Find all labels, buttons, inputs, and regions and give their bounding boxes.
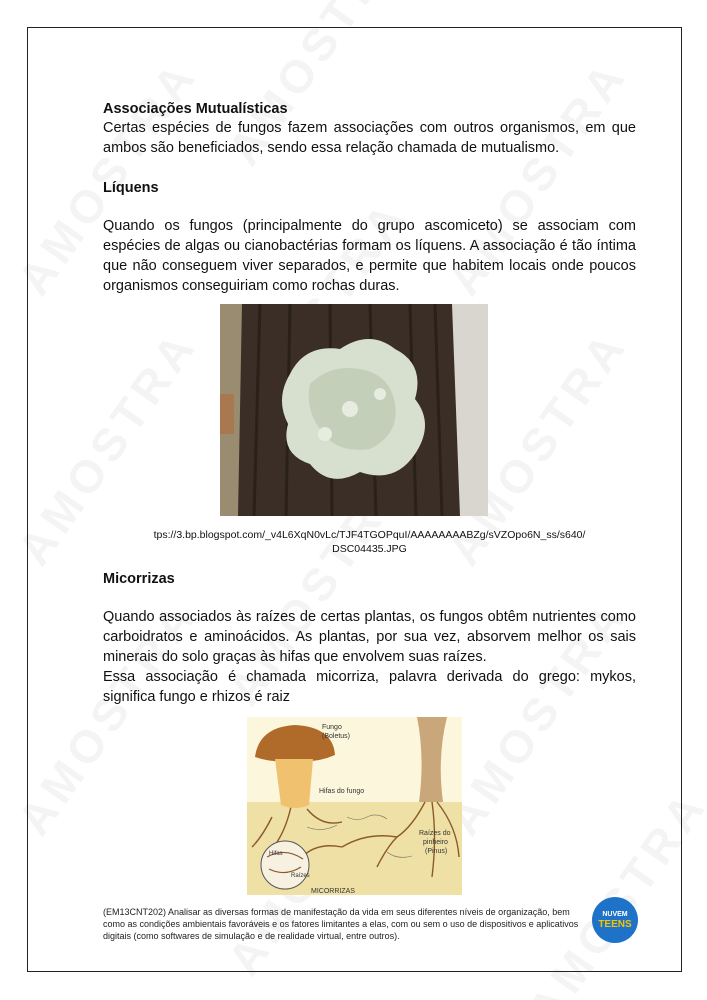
label-hifas: Hifas <box>269 851 283 857</box>
section-title: Associações Mutualísticas <box>103 101 288 117</box>
image-caption <box>103 528 636 556</box>
label-micorrizas: MICORRIZAS <box>311 888 355 895</box>
mycorrhiza-illustration <box>247 717 462 895</box>
paragraph: Quando associados às raízes de certas plantas, os fungos obtêm nutrientes como carboidratos e aminoácidos. As plantas, por sua vez, absorvem melhor os sais minerais do solo graças às hifas que envolvem suas raízes. <box>103 609 636 665</box>
lichen-photo <box>220 304 488 516</box>
mycorrhiza-diagram <box>247 717 462 895</box>
label-pinus: (Pinus) <box>425 848 448 855</box>
section-liquens <box>103 180 636 296</box>
label-boletus: (Boletus) <box>322 733 351 740</box>
label-fungo: Fungo <box>322 724 342 731</box>
nuvem-teens-logo <box>592 897 638 943</box>
label-raizes: Raízes <box>291 873 310 879</box>
caption-line: tps://3.bp.blogspot.com/_v4L6XqN0vLc/TJF4TGOPquI/AAAAAAAABZg/sVZOpo6N_ss/s640/ <box>153 529 586 541</box>
logo-line: NUVEM <box>602 910 628 918</box>
paragraph: Quando os fungos (principalmente do grupo ascomiceto) se associam com espécies de algas ou cianobactérias formam os líquens. A associação é tão íntima que não conseguem viver separados, e permite que habitem locais onde poucos organismos conseguiriam como rochas duras. <box>103 218 636 294</box>
footer-text: (EM13CNT202) Analisar as diversas formas de manifestação da vida em seus diferentes níveis de organização, bem como as condições ambientais favoráveis e os fatores limitantes a elas, com ou sem o uso de dispositivos e aplicativos digitais (como softwares de simulação e de realidade virtual, entre outros). <box>103 907 579 941</box>
lichen-photo-illustration <box>220 304 488 516</box>
label-raizes-pinheiro: pinheiro <box>423 839 448 846</box>
label-raizes-pinheiro: Raízes do <box>419 830 451 837</box>
logo-line: TEENS <box>598 918 632 930</box>
section-title: Líquens <box>103 180 159 196</box>
section-mutualismo <box>103 101 636 158</box>
paragraph: Certas espécies de fungos fazem associações com outros organismos, em que ambos são beneficiados, sendo essa relação chamada de mutualismo. <box>103 120 636 156</box>
section-micorrizas <box>103 571 636 707</box>
section-title: Micorrizas <box>103 571 175 587</box>
caption-line: DSC04435.JPG <box>332 543 407 555</box>
paragraph: Essa associação é chamada micorriza, palavra derivada do grego: mykos, significa fungo e rhizos é raiz <box>103 669 636 705</box>
label-hifas-fungo: Hifas do fungo <box>319 788 365 795</box>
